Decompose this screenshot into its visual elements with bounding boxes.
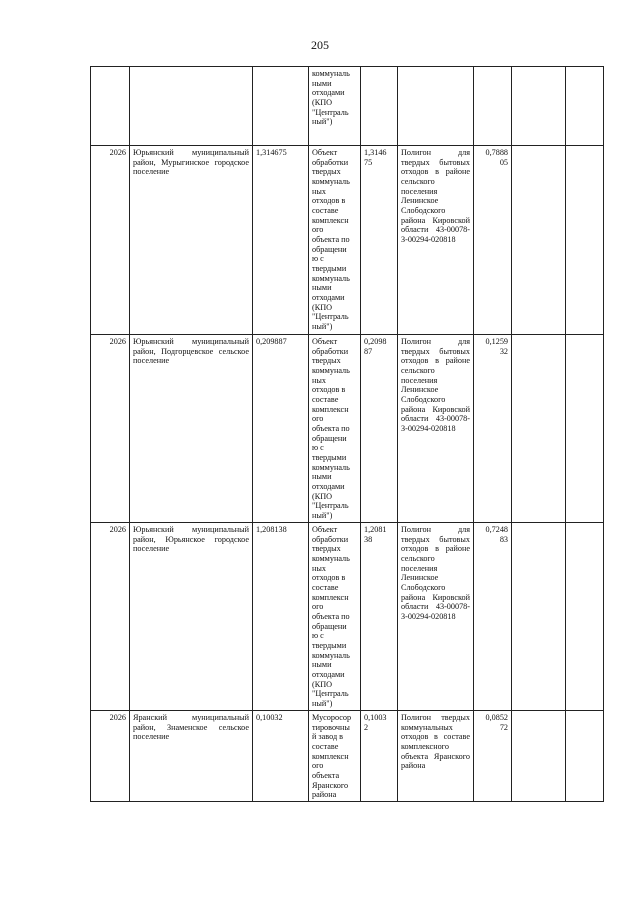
mass-cell: 0,10032 [253,711,309,802]
mass-processed-cell: 0,2098 87 [361,335,398,523]
mass-processed-cell [361,67,398,146]
share-cell: 0,7888 05 [474,146,512,335]
mass-cell [253,67,309,146]
table-row [91,335,604,523]
landfill-cell: Полигон твердых коммунальных отходов в составе комплексного объекта Яранского района [398,711,474,802]
page-number: 205 [311,38,329,52]
waste-flow-table [90,66,604,802]
empty-cell [566,335,604,523]
territory-cell: Юрьянский муниципальный район, Юрьянское городское поселение [130,523,253,711]
mass-processed-cell: 1,3146 75 [361,146,398,335]
mass-cell: 0,209887 [253,335,309,523]
territory-cell: Юрьянский муниципальный район, Мурыгинское городское поселение [130,146,253,335]
year-cell [91,67,130,146]
facility-cell: Объект обработки твердых коммуналь ных отходов в составе комплексн ого объекта по обращени ю с твердыми коммуналь ными отходами (КПО "Централь ный") [309,523,361,711]
table-row [91,146,604,335]
mass-processed-cell: 1,2081 38 [361,523,398,711]
empty-cell [566,67,604,146]
landfill-cell: Полигон для твердых бытовых отходов в районе сельского поселения Ленинское Слободского района Кировской области 43-00078-З-00294-020818 [398,335,474,523]
empty-cell [512,335,566,523]
year-cell: 2026 [91,146,130,335]
empty-cell [512,146,566,335]
empty-cell [566,711,604,802]
landfill-cell [398,67,474,146]
empty-cell [512,523,566,711]
empty-cell [512,711,566,802]
empty-cell [566,523,604,711]
table-row [91,711,604,802]
landfill-cell: Полигон для твердых бытовых отходов в районе сельского поселения Ленинское Слободского района Кировской области 43-00078-З-00294-020818 [398,523,474,711]
share-cell: 0,0852 72 [474,711,512,802]
territory-cell: Яранский муниципальный район, Знаменское сельское поселение [130,711,253,802]
facility-cell: Мусоросор тировочны й завод в составе комплексн ого объекта Яранского района [309,711,361,802]
empty-cell [566,146,604,335]
share-cell: 0,7248 83 [474,523,512,711]
year-cell: 2026 [91,711,130,802]
facility-cell: Объект обработки твердых коммуналь ных отходов в составе комплексн ого объекта по обращени ю с твердыми коммуналь ными отходами (КПО "Централь ный") [309,335,361,523]
share-cell: 0,1259 32 [474,335,512,523]
table-row [91,523,604,711]
table-row [91,67,604,146]
territory-cell: Юрьянский муниципальный район, Подгорцевское сельское поселение [130,335,253,523]
mass-processed-cell: 0,1003 2 [361,711,398,802]
year-cell: 2026 [91,523,130,711]
year-cell: 2026 [91,335,130,523]
facility-cell: коммуналь ными отходами (КПО "Централь ный") [309,67,361,146]
empty-cell [512,67,566,146]
territory-cell [130,67,253,146]
mass-cell: 1,314675 [253,146,309,335]
facility-cell: Объект обработки твердых коммуналь ных отходов в составе комплексн ого объекта по обращени ю с твердыми коммуналь ными отходами (КПО "Централь ный") [309,146,361,335]
share-cell [474,67,512,146]
landfill-cell: Полигон для твердых бытовых отходов в районе сельского поселения Ленинское Слободского района Кировской области 43-00078-З-00294-020818 [398,146,474,335]
mass-cell: 1,208138 [253,523,309,711]
